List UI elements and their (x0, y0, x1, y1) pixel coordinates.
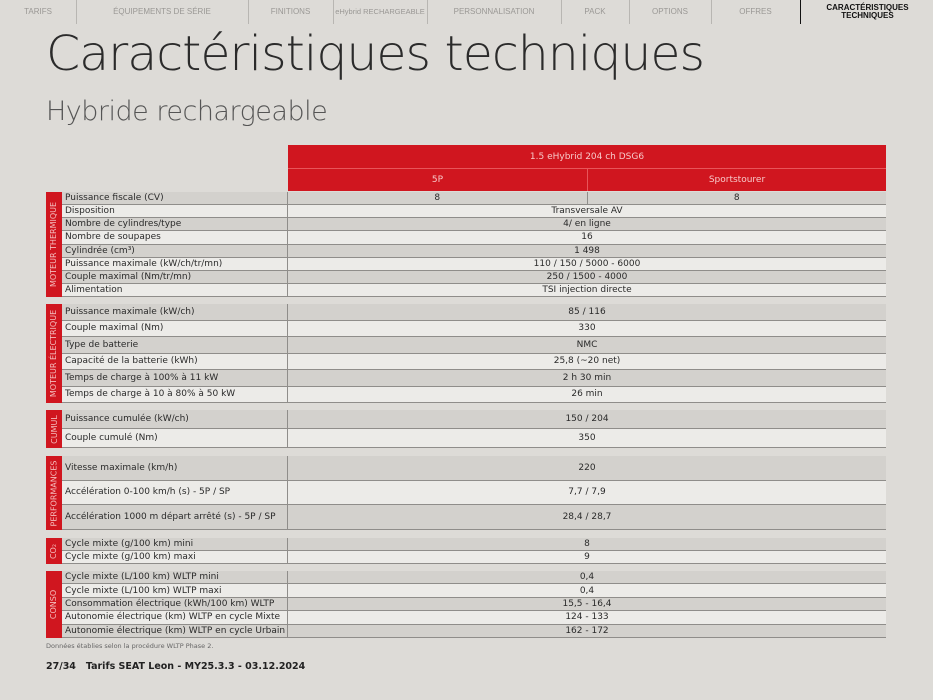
row-value: 150 / 204 (565, 414, 609, 424)
page-subtitle: Hybride rechargeable (46, 96, 328, 127)
tab-options[interactable]: OPTIONS (629, 0, 712, 24)
row-label: Puissance fiscale (CV) (62, 192, 288, 204)
top-nav (0, 0, 933, 24)
row-label: Alimentation (62, 284, 288, 296)
row-value: 4/ en ligne (563, 219, 611, 230)
tab-finitions[interactable]: FINITIONS (248, 0, 334, 24)
tab-ehybrid-rechargeable[interactable]: eHybrid RECHARGEABLE (333, 0, 428, 24)
row-value: 250 / 1500 - 4000 (546, 271, 628, 282)
row-label: Accélération 0-100 km/h (s) - 5P / SP (62, 481, 288, 505)
row-label: Temps de charge à 100% à 11 kW (62, 370, 288, 386)
row-label: Puissance maximale (kW/ch) (62, 304, 288, 320)
row-value: Transversale AV (551, 206, 623, 217)
table-row (62, 205, 886, 218)
section-3 (46, 456, 886, 530)
section-label-band (46, 304, 62, 403)
row-value: 15,5 - 16,4 (562, 598, 612, 609)
row-label: Nombre de soupapes (62, 231, 288, 243)
row-value: 16 (581, 232, 593, 243)
row-label: Nombre de cylindres/type (62, 218, 288, 230)
table-row (62, 505, 886, 530)
row-label: Cylindrée (cm³) (62, 245, 288, 257)
row-value: TSI injection directe (542, 284, 632, 295)
row-value: 220 (578, 462, 596, 473)
row-label: Couple cumulé (Nm) (62, 429, 288, 447)
row-value: 1 498 (574, 245, 600, 256)
row-value: 2 h 30 min (562, 372, 612, 383)
section-label: PERFORMANCES (49, 460, 59, 526)
table-row (62, 584, 886, 597)
engine-header: 1.5 eHybrid 204 ch DSG6 (288, 145, 886, 169)
tab-pack[interactable]: PACK (561, 0, 630, 24)
row-label: Cycle mixte (g/100 km) maxi (62, 551, 288, 563)
column-header-5p: 5P (288, 169, 588, 191)
table-row (62, 192, 886, 205)
table-row (62, 481, 886, 506)
row-label: Accélération 1000 m départ arrêté (s) - 5P / SP (62, 505, 288, 529)
table-row (62, 370, 886, 387)
row-label: Capacité de la batterie (kWh) (62, 354, 288, 370)
table-row (62, 304, 886, 321)
section-4 (46, 538, 886, 564)
row-value: 0,4 (579, 585, 595, 596)
row-value: 124 - 133 (565, 612, 609, 623)
table-row (62, 284, 886, 297)
page-footer: 27/34 Tarifs SEAT Leon - MY25.3.3 - 03.12.2024 (46, 661, 306, 672)
table-row (62, 337, 886, 354)
section-5 (46, 571, 886, 638)
tab-caract-ristiques-techniques[interactable]: CARACTÉRISTIQUES TECHNIQUES (800, 0, 933, 24)
row-value: 8 (584, 539, 590, 549)
section-label-band (46, 571, 62, 638)
section-2 (46, 410, 886, 448)
tab-personnalisation[interactable]: PERSONNALISATION (427, 0, 562, 24)
section-1 (46, 304, 886, 403)
table-row (62, 571, 886, 584)
table-row (62, 551, 886, 564)
row-label: Disposition (62, 205, 288, 217)
footnote: Données établies selon la procédure WLTP Phase 2. (46, 642, 214, 650)
section-label: MOTEUR THERMIQUE (49, 201, 59, 288)
row-label: Consommation électrique (kWh/100 km) WLTP (62, 598, 288, 610)
row-value: 8 (288, 192, 588, 204)
row-value: 26 min (571, 389, 603, 400)
row-label: Vitesse maximale (km/h) (62, 456, 288, 480)
page-title: Caractéristiques techniques (46, 26, 704, 82)
row-label: Autonomie électrique (km) WLTP en cycle Mixte (62, 611, 288, 623)
row-value: 110 / 150 / 5000 - 6000 (533, 258, 641, 269)
tab--quipements-de-s-rie[interactable]: ÉQUIPEMENTS DE SÉRIE (76, 0, 249, 24)
section-label-band (46, 410, 62, 448)
table-row (62, 354, 886, 371)
table-row (62, 258, 886, 271)
row-label: Cycle mixte (L/100 km) WLTP maxi (62, 584, 288, 596)
table-row (62, 271, 886, 284)
table-row (62, 598, 886, 611)
row-label: Puissance maximale (kW/ch/tr/mn) (62, 258, 288, 270)
section-label: CUMUL (49, 414, 59, 444)
section-label-band (46, 456, 62, 530)
row-value: 330 (578, 323, 596, 334)
table-row (62, 625, 886, 638)
table-row (62, 218, 886, 231)
section-label-band (46, 192, 62, 297)
row-value: 25,8 (~20 net) (553, 356, 621, 367)
table-row (62, 321, 886, 338)
row-label: Couple maximal (Nm/tr/mn) (62, 271, 288, 283)
table-row (62, 245, 886, 258)
row-label: Cycle mixte (L/100 km) WLTP mini (62, 571, 288, 583)
tab-tarifs[interactable]: TARIFS (0, 0, 77, 24)
table-row (62, 410, 886, 429)
table-row (62, 456, 886, 481)
row-value: 85 / 116 (568, 306, 606, 317)
row-value: 0,4 (579, 572, 595, 583)
row-value: 162 - 172 (565, 625, 609, 636)
row-label: Temps de charge à 10 à 80% à 50 kW (62, 387, 288, 403)
row-value: 28,4 / 28,7 (562, 512, 612, 523)
column-header-sportstourer: Sportstourer (588, 169, 886, 191)
table-row (62, 538, 886, 551)
row-label: Puissance cumulée (kW/ch) (62, 410, 288, 428)
row-value: 350 (578, 433, 596, 443)
table-row (62, 611, 886, 624)
table-row (62, 429, 886, 448)
section-0 (46, 192, 886, 297)
section-label-band (46, 538, 62, 564)
section-label: CO₂ (49, 543, 59, 559)
row-label: Autonomie électrique (km) WLTP en cycle Urbain (62, 625, 288, 637)
row-label: Type de batterie (62, 337, 288, 353)
table-row (62, 231, 886, 244)
row-label: Couple maximal (Nm) (62, 321, 288, 337)
row-label: Cycle mixte (g/100 km) mini (62, 538, 288, 550)
row-value: NMC (576, 339, 598, 350)
row-value: 7,7 / 7,9 (568, 487, 606, 498)
row-value: 9 (584, 552, 590, 562)
section-label: MOTEUR ÉLECTRIQUE (49, 309, 59, 398)
tab-offres[interactable]: OFFRES (739, 7, 772, 16)
section-label: CONSO (49, 589, 59, 620)
table-row (62, 387, 886, 404)
row-value: 8 (733, 193, 740, 204)
